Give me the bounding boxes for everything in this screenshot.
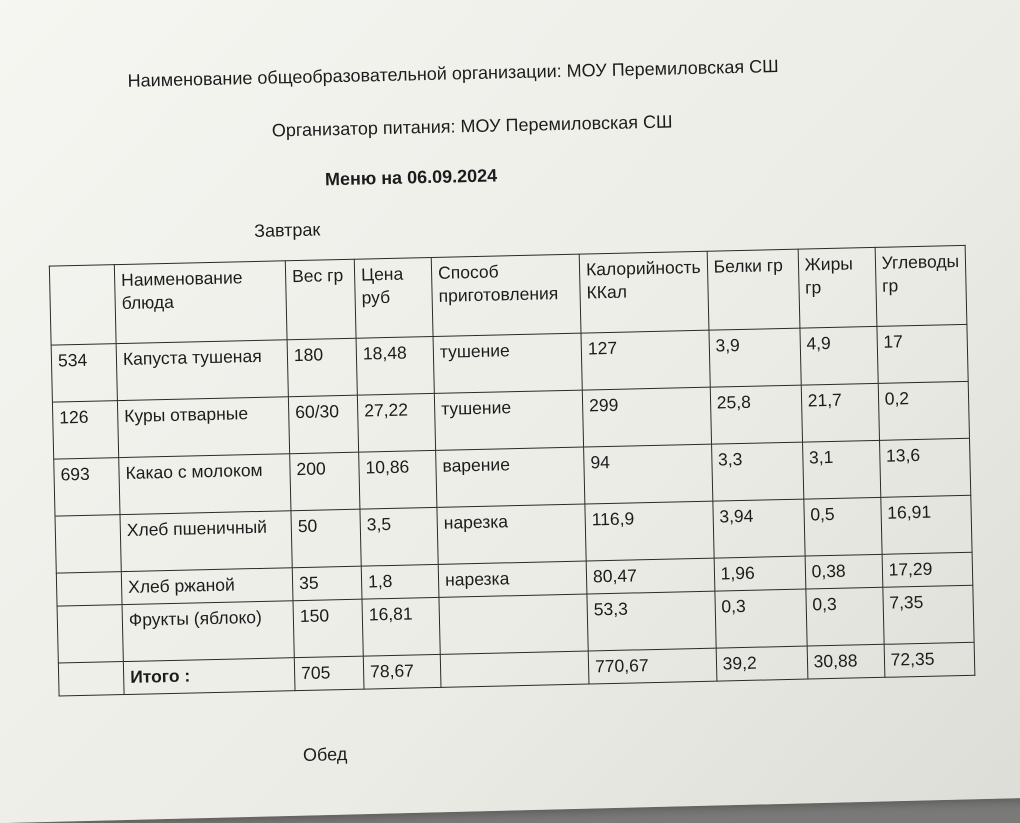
header-calories: Калорийность ККал bbox=[579, 251, 708, 333]
cell-fat: 3,1 bbox=[802, 440, 880, 499]
cell-method: нарезка bbox=[437, 504, 586, 564]
cell-price: 10,86 bbox=[359, 450, 437, 509]
menu-table bbox=[49, 245, 976, 697]
cell-calories: 116,9 bbox=[585, 501, 714, 561]
cell-carbs: 16,91 bbox=[880, 495, 972, 554]
cell-method: варение bbox=[436, 447, 585, 507]
header-weight: Вес гр bbox=[285, 259, 356, 340]
header-fat: Жиры гр bbox=[798, 247, 877, 328]
total-carbs: 72,35 bbox=[884, 642, 975, 677]
cell-fat: 0,38 bbox=[805, 554, 883, 589]
cell-code bbox=[55, 515, 121, 573]
cell-method: тушение bbox=[434, 390, 583, 450]
total-fat: 30,88 bbox=[807, 644, 885, 679]
cell-carbs: 17,29 bbox=[882, 552, 973, 587]
cell-fat: 21,7 bbox=[801, 383, 879, 442]
cell-code: 126 bbox=[52, 401, 118, 459]
total-weight: 705 bbox=[294, 656, 364, 691]
cell-code: 693 bbox=[54, 458, 120, 516]
cell-protein: 3,3 bbox=[711, 442, 803, 501]
cell-price: 1,8 bbox=[361, 564, 439, 599]
cell-fat: 0,3 bbox=[806, 587, 884, 646]
cell-code bbox=[57, 605, 123, 663]
cell-calories: 94 bbox=[584, 444, 713, 504]
cell-dish-name: Фрукты (яблоко) bbox=[122, 601, 294, 662]
header-dish-name: Наименование блюда bbox=[114, 261, 287, 344]
cell-protein: 3,9 bbox=[709, 328, 801, 387]
cell-dish-name: Хлеб пшеничный bbox=[120, 511, 292, 572]
menu-date-title: Меню на 06.09.2024 bbox=[324, 165, 498, 190]
cell-calories: 127 bbox=[581, 330, 710, 390]
cell-calories: 53,3 bbox=[587, 591, 716, 651]
cell-carbs: 17 bbox=[877, 324, 969, 383]
cell-dish-name: Хлеб ржаной bbox=[121, 568, 293, 605]
cell-carbs: 13,6 bbox=[879, 438, 971, 497]
organization-name: Наименование общеобразовательной организации: МОУ Перемиловская СШ bbox=[127, 56, 779, 91]
cell-fat: 0,5 bbox=[803, 497, 881, 556]
cell-calories: 80,47 bbox=[586, 558, 714, 594]
catering-organizer: Организатор питания: МОУ Перемиловская СШ bbox=[271, 111, 673, 141]
cell-code bbox=[56, 572, 122, 606]
cell-price: 18,48 bbox=[356, 336, 434, 395]
total-calories: 770,67 bbox=[588, 648, 716, 684]
cell-method: тушение bbox=[433, 333, 582, 393]
total-price: 78,67 bbox=[363, 654, 441, 689]
cell-dish-name: Капуста тушеная bbox=[116, 340, 288, 401]
meal-heading-breakfast: Завтрак bbox=[253, 219, 321, 241]
cell-protein: 0,3 bbox=[715, 589, 807, 648]
meal-heading-lunch: Обед bbox=[302, 744, 348, 766]
cell-dish-name: Куры отварные bbox=[117, 397, 289, 458]
header-cooking-method: Способ приготовления bbox=[431, 254, 581, 336]
cell-code bbox=[58, 662, 124, 696]
cell-method bbox=[440, 651, 589, 687]
header-code bbox=[49, 265, 116, 345]
cell-calories: 299 bbox=[582, 387, 711, 447]
header-price: Цена руб bbox=[354, 257, 433, 338]
cell-fat: 4,9 bbox=[800, 326, 878, 385]
cell-method: нарезка bbox=[438, 561, 587, 597]
cell-dish-name: Какао с молоком bbox=[119, 454, 291, 515]
cell-price: 27,22 bbox=[357, 393, 435, 452]
cell-protein: 25,8 bbox=[710, 385, 802, 444]
cell-weight: 50 bbox=[291, 509, 361, 568]
total-label: Итого : bbox=[123, 658, 295, 695]
cell-carbs: 7,35 bbox=[882, 585, 974, 644]
cell-weight: 60/30 bbox=[288, 395, 358, 454]
header-protein: Белки гр bbox=[707, 249, 800, 330]
cell-protein: 1,96 bbox=[714, 556, 806, 591]
total-protein: 39,2 bbox=[716, 646, 808, 681]
cell-weight: 35 bbox=[292, 566, 362, 601]
cell-code: 534 bbox=[51, 344, 117, 402]
header-carbs: Углеводы гр bbox=[875, 245, 967, 326]
cell-carbs: 0,2 bbox=[878, 381, 970, 440]
cell-weight: 150 bbox=[293, 599, 363, 658]
cell-price: 16,81 bbox=[362, 597, 440, 656]
cell-method bbox=[439, 594, 588, 654]
cell-weight: 180 bbox=[287, 338, 357, 397]
cell-price: 3,5 bbox=[360, 507, 438, 566]
cell-protein: 3,94 bbox=[712, 499, 804, 558]
cell-weight: 200 bbox=[290, 452, 360, 511]
